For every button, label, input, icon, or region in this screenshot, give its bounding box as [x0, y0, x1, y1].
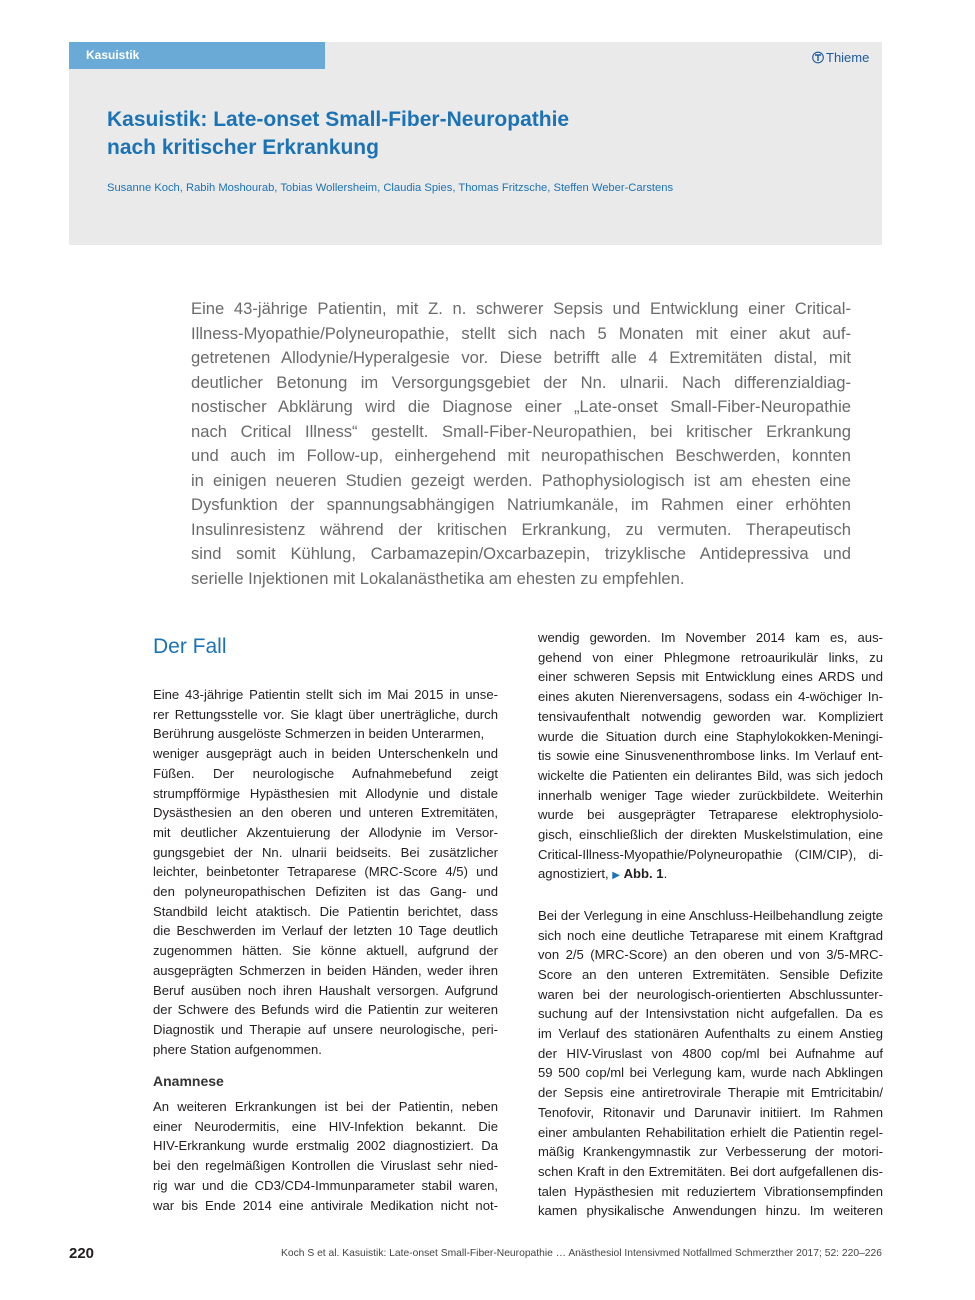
- body-line: einer Neurodermitis, eine HIV-Infektion bekannt. Die: [153, 1118, 498, 1134]
- abstract: [191, 297, 851, 591]
- paragraph-gap: [538, 886, 883, 906]
- abstract-line: sind somit Kühlung, Carbamazepin/Oxcarbazepin, trizyklische Antidepressiva und: [191, 544, 851, 563]
- body-line: tis sowie eine Sinusvenenthrombose links. Im Verlauf ent-: [538, 748, 883, 764]
- abstract-line: getretenen Allodynie/Hyperalgesie vor. Diese betrifft alle 4 Extremitäten distal, mit: [191, 348, 851, 367]
- body-line: mäßig Krankengymnastik zur Verbesserung der motori-: [538, 1144, 883, 1160]
- abstract-line: deutlicher Betonung im Versorgungsgebiet der Nn. ulnarii. Nach differenzialdiag-: [191, 372, 851, 392]
- body-text: agnostiziert,: [538, 866, 613, 882]
- body-line: wurde bei ausgeprägter Tetraparese elektrophysiolo-: [538, 807, 883, 823]
- body-line: mit deutlicher Akzentuierung der Allodynie im Versor-: [153, 824, 498, 840]
- abstract-line: nostischer Abklärung wird die Diagnose einer „Late-onset Small-Fiber-Neuropathie: [191, 397, 851, 416]
- body-line: Score an den unteren Extremitäten. Sensible Defizite: [538, 966, 883, 982]
- abstract-line: in einigen neueren Studien gezeigt werden. Pathophysiologisch ist am ehesten eine: [191, 470, 851, 490]
- body-line: Critical-Illness-Myopathie/Polyneuropathie (CIM/CIP), di-: [538, 846, 883, 862]
- body-line: Diagnostik und Therapie auf unsere neurologische, peri-: [153, 1021, 498, 1037]
- body-line: der Sepsis eine antiretrovirale Therapie mit Emtricitabin/: [538, 1085, 883, 1101]
- body-line: war bis Ende 2014 eine antivirale Medikation nicht not-: [153, 1197, 498, 1213]
- body-line: weniger ausgeprägt auch in beiden Unterschenkeln und: [153, 746, 498, 762]
- page-number: 220: [69, 1245, 95, 1262]
- body-line: strumpfförmige Hypästhesien mit Allodynie und distale: [153, 785, 498, 801]
- body-line: waren bei der neurologisch-orientierten Abschlussunter-: [538, 986, 883, 1002]
- body-line: Tenofovir, Ritonavir und Darunavir initiiert. Im Rahmen: [538, 1104, 883, 1120]
- body-line: die Beschwerden im Verlauf der letzten 10 Tage deutlich: [153, 923, 498, 939]
- body-line: Berührung ausgelöste Schmerzen in beiden Unterarmen,: [153, 726, 485, 742]
- body-line: kamen physikalische Anwendungen hinzu. Im weiteren: [538, 1203, 883, 1219]
- body-line: rig war und die CD3/CD4-Immunparameter stabil waren,: [153, 1177, 498, 1193]
- body-line: einer schweren Sepsis mit Entwicklung eines ARDS und: [538, 669, 883, 685]
- body-line: phere Station aufgenommen.: [153, 1041, 322, 1057]
- body-line: talen Hypästhesien mit reduziertem Vibrationsempfinden: [538, 1183, 883, 1199]
- section-tab: Kasuistik: [69, 42, 325, 69]
- title-line-1: Kasuistik: Late-onset Small-Fiber-Neuropathie: [107, 108, 570, 131]
- body-line: Beruf ausüben noch ihren Haushalt versorgen. Aufgrund: [153, 982, 498, 998]
- body-line: Standbild leicht ataktisch. Die Patientin berichtet, dass: [153, 903, 498, 919]
- body-line: tensivaufenthalt notwendig geworden war. Kompliziert: [538, 708, 883, 724]
- body-line: bei den regelmäßigen Kontrollen die Viruslast sehr nied-: [153, 1158, 498, 1174]
- body-line: wurde die Situation durch eine Staphylokokken-Meningi-: [538, 728, 883, 744]
- body-line: gisch, einschließlich der direkten Muskelstimulation, eine: [538, 827, 883, 843]
- right-column: [538, 628, 883, 1221]
- title-line-2: nach kritischer Erkrankung: [107, 136, 379, 159]
- body-line: wickelte die Patienten ein delirantes Bild, was sich jedoch: [538, 767, 883, 783]
- abstract-line: Eine 43-jährige Patientin, mit Z. n. schwerer Sepsis und Entwicklung einer Critical-: [191, 299, 851, 318]
- left-column-paragraph-2: [153, 1097, 498, 1215]
- body-line: wendig geworden. Im November 2014 kam es, aus-: [538, 630, 883, 645]
- body-line: zugenommen hätten. Sie könne aktuell, aufgrund der: [153, 943, 498, 959]
- body-line: schen Kraft in den Extremitäten. Bei dort aufgefallenen dis-: [538, 1163, 883, 1179]
- body-line: Eine 43-jährige Patientin stellt sich im Mai 2015 in unse-: [153, 687, 498, 702]
- section-heading: Der Fall: [153, 635, 227, 658]
- abstract-line: Illness-Myopathie/Polyneuropathie, stellt sich nach 5 Monaten mit einer akut auf-: [191, 323, 851, 343]
- abstract-line: und auch im Follow-up, einhergehend mit neuropathischen Beschwerden, konnten: [191, 446, 851, 465]
- body-line: der Schwere des Befunds wird die Patientin zur weiteren: [153, 1002, 498, 1018]
- footer-citation: Koch S et al. Kasuistik: Late-onset Small-Fiber-Neuropathie … Anästhesiol Intensivmed Notfallmed Schmerzther 2017; 52: 220–226: [281, 1248, 882, 1259]
- body-line: eines akuten Nierenversagens, sodass ein 4-wöchiger In-: [538, 689, 883, 705]
- body-line: rer Rettungsstelle vor. Sie klagt über unerträgliche, durch: [153, 706, 498, 722]
- body-line: 59 500 cop/ml bei Verlegung kam, wurde nach Abklingen: [538, 1065, 883, 1081]
- body-line: suchung auf der Intensivstation nicht aufgefallen. Da es: [538, 1006, 883, 1022]
- abstract-line: Insulinresistenz während der kritischen Erkrankung, zu vermuten. Therapeutisch: [191, 519, 851, 539]
- body-line: im Verlauf des stationären Aufenthalts zu einem Anstieg: [538, 1026, 883, 1042]
- body-line: sich noch eine deutliche Tetraparese mit einem Kraftgrad: [538, 927, 883, 943]
- subsection-heading: Anamnese: [153, 1073, 224, 1089]
- body-line: HIV-Erkrankung wurde erstmalig 2002 diagnostiziert. Da: [153, 1138, 498, 1154]
- body-line: den polyneuropathischen Defiziten ist das Gang- und: [153, 884, 498, 900]
- author-list: Susanne Koch, Rabih Moshourab, Tobias Wollersheim, Claudia Spies, Thomas Fritzsche, Steffen Weber-Carstens: [107, 182, 674, 194]
- figure-ref-arrow-icon: ▶: [612, 870, 620, 882]
- body-text: .: [663, 866, 668, 882]
- body-line-with-figure-ref: [538, 864, 883, 886]
- body-line: Füßen. Der neurologische Aufnahmebefund zeigt: [153, 765, 498, 781]
- publisher-logo: [812, 47, 878, 67]
- thieme-logo-icon: [812, 51, 824, 64]
- body-line: Bei der Verlegung in eine Anschluss-Heilbehandlung zeigte: [538, 907, 883, 923]
- publisher-name: Thieme: [826, 49, 870, 65]
- abstract-line: Dysfunktion der spannungsabhängigen Natriumkanäle, im Rahmen einer erhöhten: [191, 495, 851, 514]
- body-line: gungsgebiet der Nn. ulnarii beidseits. Bei zusätzlicher: [153, 844, 498, 860]
- body-line: ausgeprägten Schmerzen in beiden Händen, weder ihren: [153, 962, 498, 978]
- left-column-paragraph: [153, 685, 498, 1059]
- figure-ref-link[interactable]: Abb. 1: [623, 866, 664, 882]
- body-line: von 2/5 (MRC-Score) an den oberen und von 3/5-MRC-: [538, 947, 883, 963]
- body-line: innerhalb weniger Tage wieder zurückbildete. Weiterhin: [538, 787, 883, 803]
- abstract-line: serielle Injektionen mit Lokalanästhetika am ehesten zu empfehlen.: [191, 568, 685, 588]
- body-line: der HIV-Viruslast von 4800 cop/ml bei Aufnahme auf: [538, 1045, 883, 1061]
- body-line: An weiteren Erkrankungen ist bei der Patientin, neben: [153, 1099, 498, 1114]
- body-line: gehend von einer Phlegmone retroaurikulär links, zu: [538, 649, 883, 665]
- article-title: [107, 106, 807, 162]
- body-line: Dysästhesien an den oberen und unteren Extremitäten,: [153, 805, 498, 821]
- body-line: leichter, beinbetonter Tetraparese (MRC-Score 4/5) und: [153, 864, 498, 880]
- body-line: einer ambulanten Rehabilitation erhielt die Patientin regel-: [538, 1124, 883, 1140]
- abstract-line: nach Critical Illness“ gestellt. Small-Fiber-Neuropathien, bei kritischer Erkrankung: [191, 421, 851, 441]
